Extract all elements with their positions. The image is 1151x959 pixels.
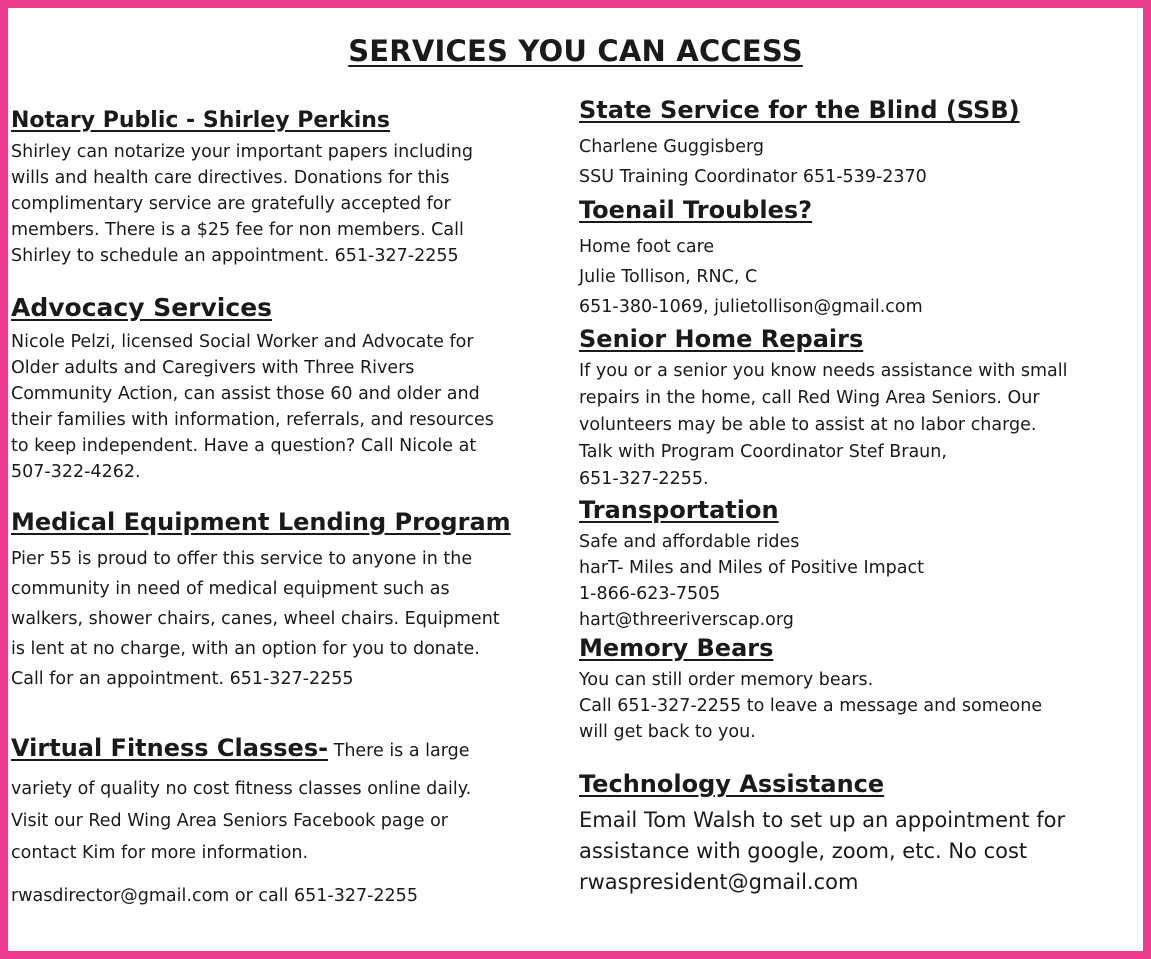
- repairs-body: If you or a senior you know needs assistance with small repairs in the home, call Red Wing Area Seniors. Our volunteers may be able to assist at no labor charge. Talk with Program Coordinator Stef Braun, 651-327-2255.: [579, 361, 1068, 489]
- bears-heading: Memory Bears: [579, 634, 774, 662]
- transport-heading: Transportation: [579, 496, 779, 524]
- advocacy-heading: Advocacy Services: [11, 293, 273, 322]
- ssb-heading: State Service for the Blind (SSB): [579, 96, 1020, 124]
- toenail-body: Home foot care Julie Tollison, RNC, C 651-380-1069, julietollison@gmail.com: [579, 237, 923, 317]
- tech-heading: Technology Assistance: [579, 770, 885, 798]
- notary-heading: Notary Public - Shirley Perkins: [11, 108, 391, 133]
- transport-body: Safe and affordable rides harT- Miles and Miles of Positive Impact 1-866-623-7505 hart@threeriverscap.org: [579, 532, 924, 630]
- toenail-heading: Toenail Troubles?: [579, 196, 813, 224]
- notary-body: Shirley can notarize your important papers including wills and health care directives. Donations for this complimentary service are gratefully accepted for members. There is a $25 fee for non members. Call Shirley to schedule an appointment. 651-327-2255: [11, 142, 473, 266]
- medical-heading: Medical Equipment Lending Program: [11, 508, 511, 536]
- fitness-contact: rwasdirector@gmail.com or call 651-327-2255: [11, 886, 418, 906]
- bears-body: You can still order memory bears. Call 651-327-2255 to leave a message and someone will get back to you.: [579, 670, 1043, 742]
- fitness-body: variety of quality no cost fitness classes online daily. Visit our Red Wing Area Seniors Facebook page or contact Kim for more information.: [11, 779, 472, 863]
- advocacy-body: Nicole Pelzi, licensed Social Worker and Advocate for Older adults and Caregivers with Three Rivers Community Action, can assist those 60 and older and their families with information, referrals, and resources to keep independent. Have a question? Call Nicole at 507-322-4262.: [11, 332, 494, 482]
- ssb-body: Charlene Guggisberg SSU Training Coordinator 651-539-2370: [579, 137, 927, 187]
- page-title: SERVICES YOU CAN ACCESS: [348, 34, 803, 68]
- fitness-intro: There is a large: [328, 741, 470, 761]
- medical-body: Pier 55 is proud to offer this service to anyone in the community in need of medical equipment such as walkers, shower chairs, canes, wheel chairs. Equipment is lent at no charge, with an option for you to donate. Call for an appointment. 651-327-2255: [11, 549, 500, 689]
- fitness-heading-line: [11, 734, 470, 762]
- repairs-heading: Senior Home Repairs: [579, 325, 864, 353]
- fitness-heading: Virtual Fitness Classes-: [11, 734, 329, 762]
- tech-body: Email Tom Walsh to set up an appointment for assistance with google, zoom, etc. No cost rwaspresident@gmail.com: [579, 808, 1066, 894]
